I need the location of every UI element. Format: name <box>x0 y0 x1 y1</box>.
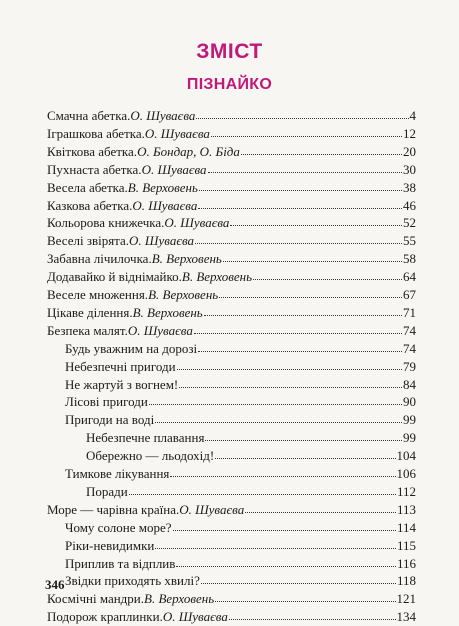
dot-leader <box>245 501 396 513</box>
dot-leader <box>204 304 402 316</box>
toc-entry <box>47 107 416 125</box>
dot-leader <box>215 590 395 602</box>
toc-entry-title: Небезпечне плавання <box>86 430 205 446</box>
dot-leader <box>211 125 402 137</box>
dot-leader <box>208 161 402 173</box>
toc-entry <box>65 519 416 537</box>
toc-entry-page: 74 <box>403 340 416 356</box>
toc-entry-page: 115 <box>396 537 416 553</box>
section-title: ПІЗНАЙКО <box>186 76 273 93</box>
toc-entry-author: О. Шуваєва <box>179 501 245 517</box>
toc-entry-author: О. Шуваєва <box>162 609 228 625</box>
toc-entry-title: Веселі звірята. <box>47 233 130 249</box>
toc-entry-page: 84 <box>403 376 416 392</box>
contents-title: ЗМІСТ <box>196 40 263 63</box>
toc-entry <box>47 125 416 143</box>
toc-entry-title: Пригоди на воді <box>65 412 155 428</box>
toc-entry-author: О. Шуваєва <box>130 108 196 123</box>
toc-entry <box>65 393 416 411</box>
toc-entry <box>47 143 416 161</box>
dot-leader <box>223 250 402 262</box>
toc-entry-title: Кольорова книжечка. <box>47 215 165 231</box>
toc-entry-title: Звідки приходять хвилі? <box>65 573 200 589</box>
toc-entry-page: 134 <box>396 609 416 625</box>
dot-leader <box>201 572 396 584</box>
toc-entry-author: О. Шуваєва <box>132 197 198 213</box>
toc-entry <box>47 322 416 340</box>
dot-leader <box>229 608 396 620</box>
toc-entry <box>47 501 416 519</box>
toc-entry <box>47 268 416 286</box>
toc-entry-page: 71 <box>403 304 416 320</box>
toc-entry <box>47 304 416 322</box>
dot-leader <box>173 519 396 531</box>
dot-leader <box>199 179 402 191</box>
toc-entry-author: В. Верховень <box>181 269 253 285</box>
toc-entry <box>65 572 416 590</box>
toc-entry-author: О. Шуваєва <box>127 322 193 338</box>
dot-leader <box>155 537 396 549</box>
dot-leader <box>241 143 402 155</box>
toc-entry-author: О. Шуваєва <box>129 233 195 249</box>
toc-entry-page: 104 <box>396 448 416 464</box>
toc-entry-page: 106 <box>396 466 416 481</box>
dot-leader <box>170 465 395 477</box>
toc-entry <box>65 376 416 394</box>
dot-leader <box>179 376 402 388</box>
toc-entry <box>47 197 416 215</box>
toc-entry <box>47 286 416 304</box>
toc-entry-page: 58 <box>403 251 416 267</box>
toc-entry-page: 79 <box>403 358 416 374</box>
toc-entry-title: Цікаве ділення. <box>47 304 133 320</box>
dot-leader <box>177 358 402 370</box>
toc-entry-page: 118 <box>396 573 416 589</box>
dot-leader <box>129 483 396 495</box>
toc-entry-title: Іграшкова абетка. <box>47 125 145 141</box>
toc-entry-title: Весела абетка. <box>47 179 128 195</box>
toc-entry-title: Поради <box>86 483 128 499</box>
toc-entry-page: 20 <box>403 143 416 159</box>
toc-entry-author: О. Шуваєва <box>164 215 230 231</box>
dot-leader <box>253 268 402 280</box>
toc-entry <box>86 429 416 447</box>
toc-entry-title: Смачна абетка. <box>47 108 131 123</box>
dot-leader <box>149 393 402 405</box>
dot-leader <box>194 322 402 334</box>
toc-entry <box>47 250 416 268</box>
toc-entry-author: В. Верховень <box>151 251 222 267</box>
toc-entry <box>47 179 416 197</box>
toc-entry <box>65 411 416 429</box>
toc-entry-title: Веселе множення. <box>47 287 149 302</box>
toc-entry-author: В. Верховень <box>148 287 219 302</box>
toc-entry-page: 121 <box>396 591 416 607</box>
toc-entry-title: Будь уважним на дорозі <box>65 340 198 356</box>
toc-entry-author: О. Шуваєва <box>144 125 210 141</box>
toc-entry-title: Тимкове лікування <box>65 466 170 481</box>
dot-leader <box>205 429 402 441</box>
toc-entry-author: О. Шуваєва <box>141 161 207 177</box>
toc-entry-title: Лісові пригоди <box>65 394 148 410</box>
toc-entry <box>65 465 416 483</box>
toc-entry-page: 46 <box>403 197 416 213</box>
toc-entry-title: Космічні мандри. <box>47 591 144 607</box>
toc-entry <box>86 447 416 465</box>
toc-entry <box>65 340 416 358</box>
toc-entry <box>47 608 416 626</box>
toc-entry-title: Додавайко й віднімайко. <box>47 269 182 285</box>
toc-entry-title: Пухнаста абетка. <box>47 161 142 177</box>
toc-entry-title: Не жартуй з вогнем! <box>65 376 179 392</box>
toc-entry-page: 52 <box>403 215 416 231</box>
dot-leader <box>176 555 396 567</box>
toc-entry <box>47 590 416 608</box>
toc-entry-page: 114 <box>396 519 416 535</box>
toc-entry-page: 64 <box>403 269 416 285</box>
toc-entry <box>65 358 416 376</box>
toc-entry-page: 30 <box>403 161 416 177</box>
toc-entry-page: 112 <box>396 483 416 499</box>
toc-entry-page: 4 <box>409 108 416 123</box>
toc-entry-page: 116 <box>396 555 416 571</box>
toc-entry-page: 113 <box>396 501 416 517</box>
toc-entry <box>47 232 416 250</box>
toc-entry-page: 99 <box>403 430 416 446</box>
toc-entry-title: Обережно — льодохід! <box>86 448 215 464</box>
dot-leader <box>230 214 402 226</box>
toc-entry <box>65 555 416 573</box>
toc-entry-author: В. Верховень <box>144 591 215 607</box>
toc-entry <box>47 214 416 232</box>
toc-entry-page: 55 <box>403 233 416 249</box>
toc-entry-title: Подорож краплинки. <box>47 609 163 625</box>
page-number: 346 <box>45 577 65 592</box>
toc-entry <box>86 483 416 501</box>
toc-entry-title: Казкова абетка. <box>47 197 133 213</box>
toc-entry-title: Чому солоне море? <box>65 519 172 535</box>
toc-entry-page: 74 <box>403 322 416 338</box>
toc-entry-author: В. Верховень <box>127 179 198 195</box>
dot-leader <box>215 447 395 459</box>
toc-entry-page: 38 <box>403 179 416 195</box>
toc-entry-title: Забавна лічилочка. <box>47 251 152 267</box>
toc-entry-title: Квіткова абетка. <box>47 143 138 159</box>
dot-leader <box>155 411 402 423</box>
toc-entry-title: Безпека малят. <box>47 322 128 338</box>
toc-entry <box>65 537 416 555</box>
toc-entry-title: Небезпечні пригоди <box>65 358 176 374</box>
dot-leader <box>196 107 408 119</box>
toc-entry-title: Ріки-невидимки <box>65 537 155 553</box>
toc-entry-title: Приплив та відплив <box>65 555 176 571</box>
toc-entry-title: Море — чарівна країна. <box>47 501 180 517</box>
toc-entry-page: 90 <box>403 394 416 410</box>
toc-entry-author: В. Верховень <box>132 304 203 320</box>
dot-leader <box>198 340 402 352</box>
toc-entry-page: 67 <box>403 287 416 302</box>
toc-entry-page: 12 <box>403 125 416 141</box>
dot-leader <box>219 286 402 298</box>
toc-entry <box>47 161 416 179</box>
dot-leader <box>198 197 402 209</box>
toc-entry-page: 99 <box>403 412 416 428</box>
toc-entry-author: О. Бондар, О. Біда <box>137 143 240 159</box>
dot-leader <box>195 232 402 244</box>
